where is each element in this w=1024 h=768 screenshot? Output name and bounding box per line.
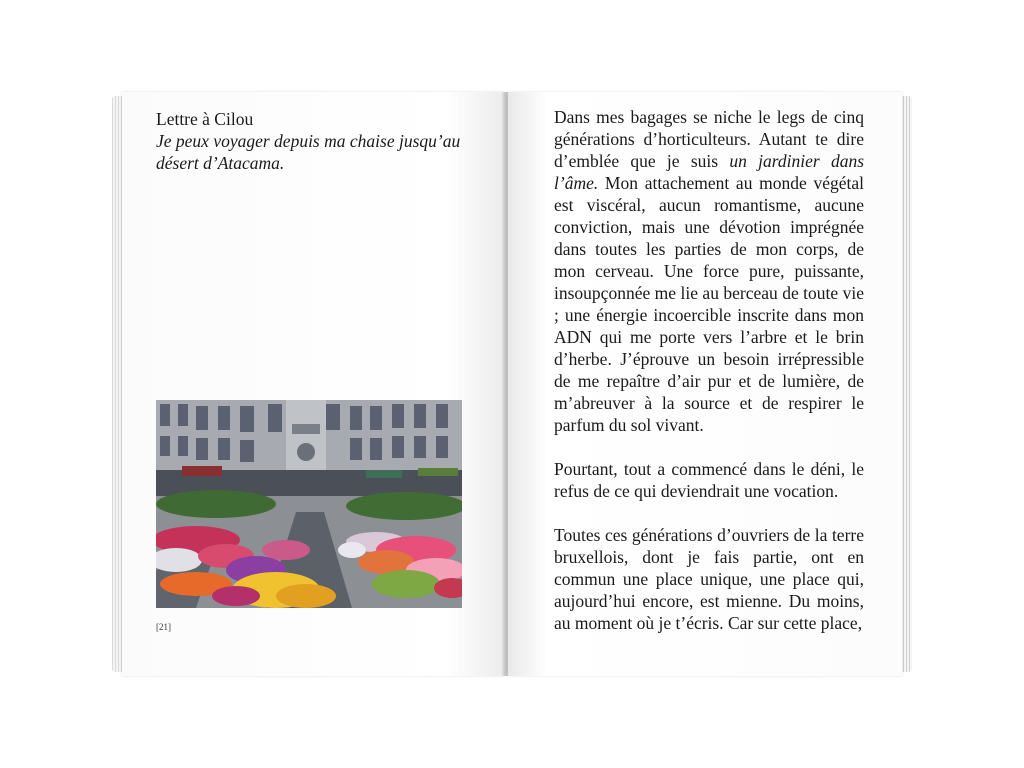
open-book [112,92,912,676]
page-number: [21] [156,622,171,632]
letter-title: Lettre à Cilou [156,109,254,129]
right-page [508,92,902,676]
paragraph-2: Pourtant, tout a commencé dans le déni, le refus de ce qui deviendrait une vocation. [554,459,864,501]
paragraph-1-start: Dans mes bagages se niche le legs de cinq générations d’horticulteurs. Autant te dire d’emblée que je suis [554,107,864,171]
paragraph-1 [554,106,864,436]
paragraph-3: Toutes ces générations d’ouvriers de la terre bruxellois, dont je fais partie, ont en commun une place unique, une place qui, aujourd’hui encore, est mienne. Du moins, au moment où je t’écris. Car sur cette place, [554,525,864,633]
left-page-heading [156,108,476,174]
left-page [122,92,504,676]
body-text [554,106,864,656]
letter-subtitle: Je peux voyager depuis ma chaise jusqu’au désert d’Atacama. [156,131,461,173]
flower-market-photo [156,400,462,608]
paragraph-1-end: Mon attachement au monde végétal est viscéral, aucun romantisme, aucune conviction, mais une dévotion imprégnée dans toutes les parties de mon corps, de mon cerveau. Une force pure, puissante, insoupçonnée me lie au berceau de toute vie ; une énergie incoercible inscrite dans mon ADN qui me porte vers l’arbre et le brin d’herbe. J’éprouve un besoin irrépressible de me repaître d’air pur et de lumière, de m’abreuver à la source et de respirer le parfum du sol vivant. [554,173,864,435]
paragraph-1-emphasis: un jardinier dans l’âme. [554,151,865,193]
